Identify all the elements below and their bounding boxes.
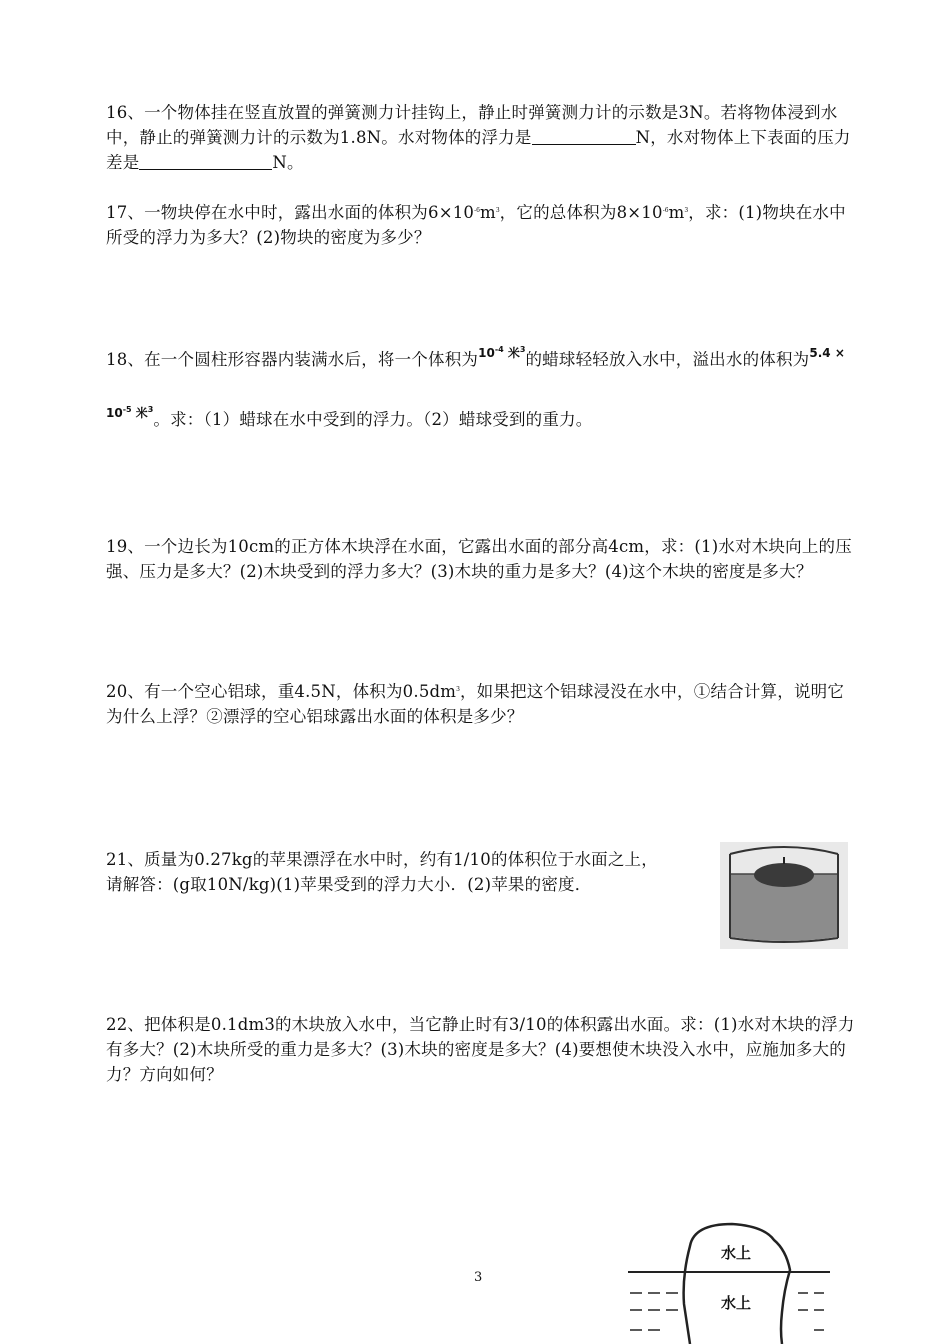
q16-text-part1: 16、一个物体挂在竖直放置的弹簧测力计挂钩上，静止时弹簧测力计的示数是3N。若将物体浸到水中，静止的弹簧测力计的示数为1.8N。水对物体的浮力是 <box>106 103 838 147</box>
q17-text-part2: ，它的总体积为8×10 <box>499 203 663 222</box>
q16-answer-blank-2[interactable] <box>139 152 272 170</box>
question-16 <box>106 100 858 175</box>
iceberg-outline <box>684 1224 790 1344</box>
question-20 <box>106 677 858 729</box>
q17-exponent-2: -6 <box>662 207 669 214</box>
q16-text-part3: N。 <box>272 153 304 172</box>
q17-text-part1: 17、一物块停在水中时，露出水面的体积为6×10 <box>106 203 475 222</box>
question-21 <box>106 847 726 897</box>
q18-text-part2: 的蜡球轻轻放入水中，溢出水的体积为 <box>525 350 810 369</box>
q16-text-part2: N，水对物体上下表面的压力差是 <box>106 128 851 172</box>
question-19 <box>106 534 858 584</box>
apple <box>754 863 814 887</box>
q20-text-part1: 20、有一个空心铝球，重4.5N，体积为0.5dm <box>106 682 457 701</box>
iceberg-figure <box>628 1220 830 1344</box>
q17-unit-exponent-2: 3 <box>684 207 689 214</box>
q18-text-part3: 。求：（1）蜡球在水中受到的浮力。（2）蜡球受到的重力。 <box>153 410 593 429</box>
q19-text: 19、一个边长为10cm的正方体木块浮在水面，它露出水面的部分高4cm，求：(1)水对木块向上的压强、压力是多大？(2)木块受到的浮力多大？(3)木块的重力是多大？(4)这个木块的密度是多大？ <box>106 537 852 581</box>
apple-in-water-figure <box>720 842 848 949</box>
question-17 <box>106 198 858 250</box>
q18-volume-formula-1: 10-4 米3 <box>478 345 526 360</box>
q17-exponent-1: -6 <box>474 207 480 214</box>
q18-text-part1: 18、在一个圆柱形容器内装满水后，将一个体积为 <box>106 350 479 369</box>
q22-text: 22、把体积是0.1dm3的木块放入水中，当它静止时有3/10的体积露出水面。求：(1)水对木块的浮力有多大？(2)木块所受的重力是多大？(3)木块的密度是多大？(4)要想使木块没入水中，应施加多大的力？方向如何？ <box>106 1015 855 1084</box>
q16-answer-blank-1[interactable] <box>532 127 636 145</box>
iceberg-label-below: 水上 <box>720 1294 752 1312</box>
q17-text-part3: ，求：(1)物块在水中所受的浮力为多大？(2)物块的密度为多少？ <box>106 203 846 247</box>
q21-line-1: 21、质量为0.27kg的苹果漂浮在水中时，约有1/10的体积位于水面之上， <box>106 850 658 869</box>
q20-exponent: 3 <box>456 686 460 693</box>
page-number: 3 <box>474 1270 483 1285</box>
q17-unit-1: m <box>479 203 496 222</box>
q17-unit-exponent-1: 3 <box>495 207 500 214</box>
question-18 <box>106 325 858 445</box>
q18-volume-formula-2: 5.4 × 10-5 米3 <box>106 346 845 420</box>
q17-unit-2: m <box>668 203 685 222</box>
question-22 <box>106 1012 858 1087</box>
q20-text-part2: ，如果把这个铝球浸没在水中，①结合计算，说明它为什么上浮？②漂浮的空心铝球露出水面的体积是多少？ <box>106 682 845 726</box>
iceberg-label-above: 水上 <box>720 1244 752 1262</box>
q21-line-2: 请解答：(g取10N/kg)(1)苹果受到的浮力大小．(2)苹果的密度． <box>106 875 592 894</box>
